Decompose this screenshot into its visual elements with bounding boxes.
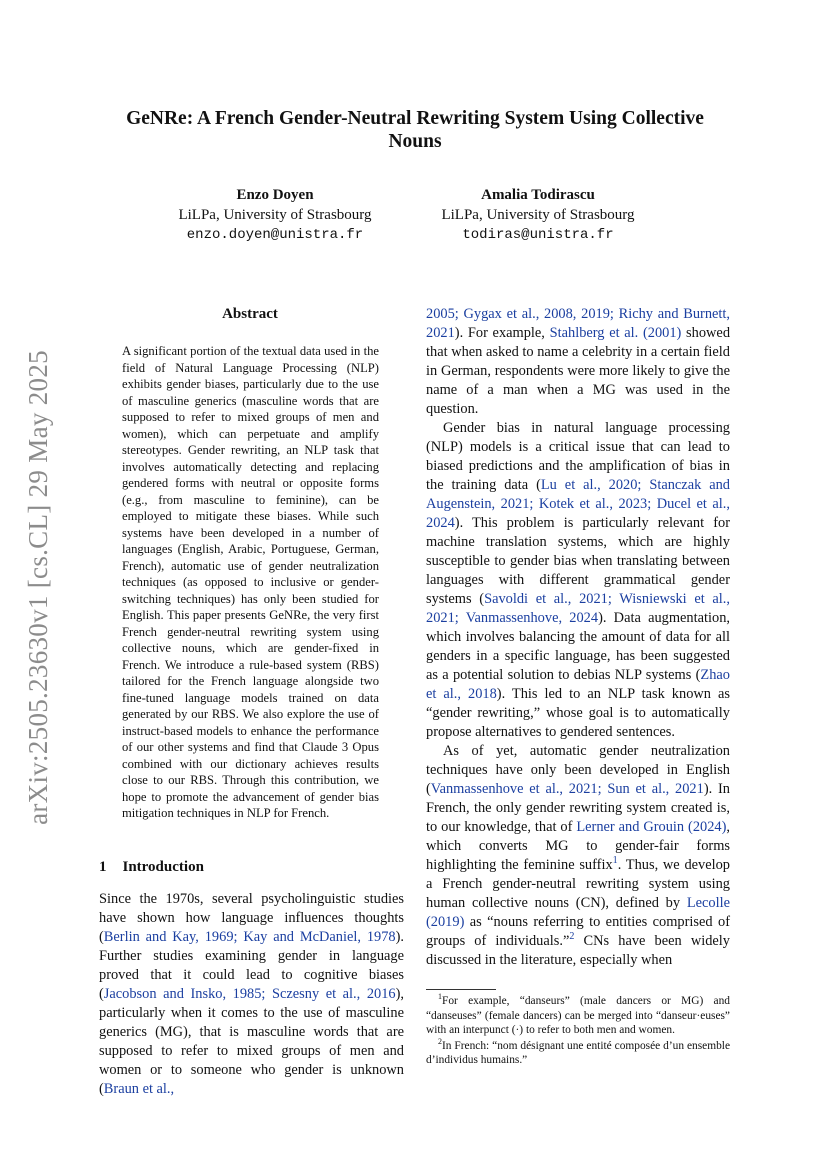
author-email[interactable]: todiras@unistra.fr [462,227,614,243]
body-text: ). This led to an NLP task known as “gender rewriting,” whose goal is to automatically propose alternatives to gendered sentences. [426,686,730,740]
paragraph-continuation [426,305,730,419]
body-text: as “nouns referring to entities comprised of groups of individuals.” [426,914,730,949]
body-text: As of yet, automatic gender neutralization techniques have only been developed in English ( [426,743,730,797]
citation-link[interactable]: Vanmassenhove et al., 2021; Sun et al., 2021 [430,781,704,797]
body-text: ). This problem is particularly relevant for machine translation systems, which are highly susceptible to gender bias when translating between languages with different grammatical gender systems ( [426,515,730,607]
body-text: ). In French, the only gender rewriting system created is, to our knowledge, that of [426,781,730,835]
body-text: Gender bias in natural language processing (NLP) models is a critical issue that can lead to biased predictions and the amplification of bias in the training data ( [426,420,730,493]
citation-link[interactable]: Jacobson and Insko, 1985; Sczesny et al., 2016 [103,986,396,1002]
footnote-number: 2 [438,1036,442,1046]
author-affiliation: LiLPa, University of Strasbourg [178,207,372,223]
body-text: ). For example, [454,325,550,341]
arxiv-identifier-stamp [22,340,54,834]
body-text: ). Further studies examining gender in language proved that it could lead to cognitive biases ( [99,929,404,1002]
citation-link[interactable]: Lecolle (2019) [426,895,730,930]
footnotes [426,994,730,1069]
author-name: Enzo Doyen [236,187,314,203]
abstract-heading: Abstract [222,306,278,322]
paragraph-neutralization [426,742,730,970]
author-email[interactable]: enzo.doyen@unistra.fr [186,227,364,243]
footnote-text: In French: “nom désignant une entité composée d’un ensemble d’individus humains.” [426,1039,730,1066]
section-title: Introduction [122,859,204,875]
footnote-1 [426,994,730,1038]
footnote-divider [426,989,496,990]
citation-link[interactable]: Zhao et al., 2018 [426,667,730,702]
footnote-text: For example, “danseurs” (male dancers or MG) and “danseuses” (female dancers) can be merged into “danseur·euses” with an interpunct (·) to refer to both men and women. [426,995,730,1036]
right-column-body [426,305,730,970]
arxiv-identifier-text: arXiv:2505.23630v1 [cs.CL] 29 May 2025 [22,349,53,825]
paper-title: GeNRe: A French Gender-Neutral Rewriting System Using Collective Nouns [126,108,704,152]
citation-link[interactable]: 2005; Gygax et al., 2008, 2019; Richy and Burnett, 2021 [426,306,730,341]
body-text: , which converts MG to gender-fair forms highlighting the feminine suffix [426,819,730,873]
author-block-2 [408,185,668,245]
introduction-paragraph-1 [99,890,404,1099]
citation-link[interactable]: Savoldi et al., 2021; Wisniewski et al., 2021; Vanmassenhove, 2024 [426,591,730,626]
citation-link[interactable]: Lerner and Grouin (2024) [576,819,727,835]
body-text: ). Data augmentation, which involves balancing the amount of data for all genders in a specific language, has been suggested as a potential solution to debias NLP systems ( [426,610,730,683]
body-text: . Thus, we develop a French gender-neutral rewriting system using human collective nouns (CN), defined by [426,857,730,911]
footnote-number: 1 [438,992,442,1002]
citation-link[interactable]: Lu et al., 2020; Stanczak and Augenstein, 2021; Kotek et al., 2023; Ducel et al., 2024 [426,477,730,531]
author-affiliation: LiLPa, University of Strasbourg [441,207,635,223]
footnote-2 [426,1036,730,1068]
citation-link[interactable]: Stahlberg et al. (2001) [549,325,682,341]
author-name: Amalia Todirascu [481,187,595,203]
section-heading-introduction [99,859,204,876]
footnote-marker[interactable]: 2 [569,931,575,943]
abstract-text: A significant portion of the textual data used in the field of Natural Language Processing (NLP) exhibits gender biases, particularly due to the use of masculine generics (masculine words that are supposed to refer to mixed groups of men and women), which can perpetuate and amplify stereotypes. Gender rewriting, an NLP task that involves automatically detecting and replacing gendered forms with neutral or opposite forms (e.g., from masculine to feminine), can be employed to mitigate these biases. While such systems have been developed in a number of languages (English, Arabic, Portuguese, German, French), automatic use of gender neutralization techniques (as opposed to inclusive or gender-switching techniques) has only been studied for English. This paper presents GeNRe, the very first French gender-neutral rewriting system using collective nouns, which are gender-fixed in French. We introduce a rule-based system (RBS) tailored for the French language alongside two fine-tuned language models trained on data generated by our RBS. We also explore the use of instruct-based models to enhance the performance of our other systems and find that Claude 3 Opus combined with our dictionary achieves results close to our RBS. Through this contribution, we hope to promote the advancement of gender bias mitigation techniques in NLP for French. [122,344,379,820]
citation-link[interactable]: Berlin and Kay, 1969; Kay and McDaniel, 1978 [103,929,396,945]
body-text: Since the 1970s, several psycholinguistic studies have shown how language influences thoughts ( [99,891,404,945]
body-text: showed that when asked to name a celebrity in a certain field in German, respondents were more likely to give the name of a man when a MG was used in the question. [426,325,731,417]
author-block-1 [145,185,405,245]
body-text: CNs have been widely discussed in the literature, especially when [426,933,730,968]
footnote-marker[interactable]: 1 [612,855,618,867]
citation-link[interactable]: Braun et al., [103,1081,175,1097]
paragraph-gender-bias-nlp [426,419,730,742]
section-number: 1 [99,859,107,875]
body-text: ), particularly when it comes to the use of masculine generics (MG), that is masculine words that are supposed to refer to mixed groups of men and women or to someone who gender is unknown ( [99,986,404,1097]
